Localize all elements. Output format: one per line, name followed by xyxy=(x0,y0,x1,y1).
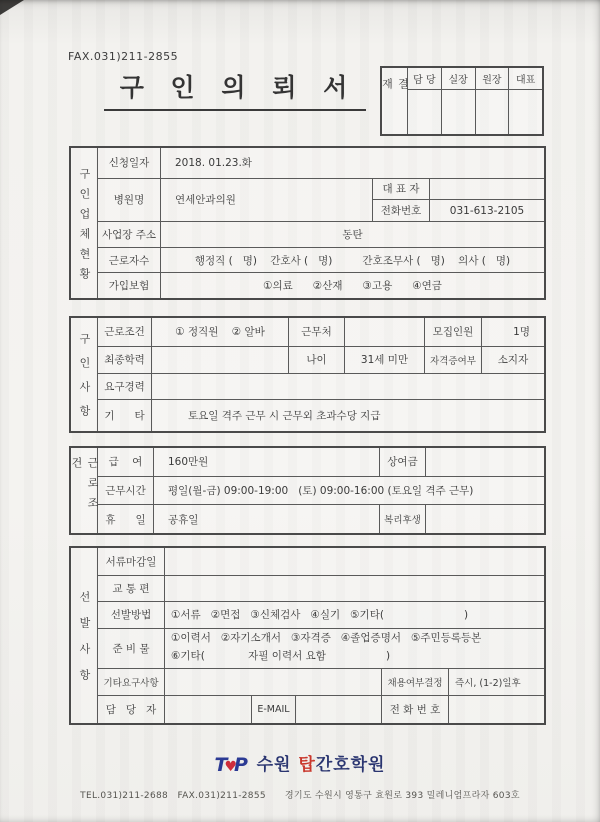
holiday-value: 공휴일 xyxy=(154,505,380,533)
hire-decision-label: 채용여부결정 xyxy=(382,669,449,696)
bonus-label: 상여금 xyxy=(380,448,426,476)
experience-label: 요구경력 xyxy=(98,374,152,399)
openings-value: 1명 xyxy=(513,326,530,339)
deadline-label: 서류마감일 xyxy=(98,548,165,575)
openings-label: 모집인원 xyxy=(425,318,482,346)
approval-col-wonjang: 원장 xyxy=(476,68,510,89)
approval-empty-cells xyxy=(408,90,542,134)
insurance-value: ①의료 ②산재 ③고용 ④연금 xyxy=(263,280,442,293)
salary-value: 160만원 xyxy=(154,448,380,476)
section-selection-info xyxy=(69,546,546,725)
materials-line1: ①이력서 ②자기소개서 ③자격증 ④졸업증명서 ⑤주민등록등본 xyxy=(171,632,482,645)
materials-label: 준 비 물 xyxy=(98,629,165,668)
selection-phone-value xyxy=(449,696,544,723)
deadline-value xyxy=(165,548,544,575)
worker-count-value: 행정직 ( 명) 간호사 ( 명) 간호조무사 ( 명) 의사 ( 명) xyxy=(194,254,511,267)
selection-method-label: 선발방법 xyxy=(98,602,165,628)
work-hours-label: 근무시간 xyxy=(98,477,154,505)
scan-corner-artifact xyxy=(0,0,24,15)
license-label: 자격증여부 xyxy=(425,347,482,374)
footer-contact-line: TEL.031)211-2688 FAX.031)211-2855 경기도 수원시 영통구 효원로 393 밀레니엄프라자 603호 xyxy=(80,791,520,801)
document-title-text: 구 인 의 뢰 서 xyxy=(104,68,367,111)
age-value: 31세 미만 xyxy=(345,347,425,374)
section-work-vertical-label: 근로조건 xyxy=(71,448,98,533)
section-company-vertical-label: 구인업체현황 xyxy=(71,148,98,298)
section-job-vertical-label: 구인사항 xyxy=(71,318,98,431)
workplace-label: 근무처 xyxy=(289,318,345,346)
academy-name: 수원 탑간호학원 xyxy=(256,755,386,775)
work-hours-value: 평일(월-금) 09:00-19:00 (토) 09:00-16:00 (토요일 격주 근무) xyxy=(168,485,474,497)
other-requirements-label: 기타요구사항 xyxy=(98,669,165,696)
approval-stamp-label: 결재 xyxy=(382,68,408,134)
license-value: 소지자 xyxy=(497,354,529,367)
academy-logo-icon: T♥P xyxy=(214,754,245,776)
address-label: 사업장 주소 xyxy=(98,222,161,247)
salary-label: 급 여 xyxy=(98,448,154,476)
transport-label: 교 통 편 xyxy=(98,576,165,602)
address-value: 동탄 xyxy=(342,228,363,241)
academy-name-highlight: 탑 xyxy=(298,755,316,775)
experience-value xyxy=(152,374,544,399)
bonus-value xyxy=(426,448,544,476)
job-etc-value: 토요일 격주 근무 시 근무외 초과수당 지급 xyxy=(188,409,381,422)
fax-number-header: FAX.031)211-2855 xyxy=(68,50,179,63)
approval-col-damdang: 담 당 xyxy=(408,68,442,89)
company-phone-label: 전화번호 xyxy=(373,200,430,221)
section-work-conditions xyxy=(69,446,546,535)
welfare-label: 복리후생 xyxy=(380,505,426,533)
approval-col-daepyo: 대표 xyxy=(515,75,536,86)
insurance-label: 가입보험 xyxy=(98,273,161,298)
hospital-name-label: 병원명 xyxy=(98,179,161,221)
selection-phone-label: 전 화 번 호 xyxy=(382,696,449,723)
workplace-value xyxy=(345,318,425,346)
holiday-label: 휴 일 xyxy=(98,505,154,533)
education-label: 최종학력 xyxy=(98,347,152,374)
materials-line2: ⑥기타( 자필 이력서 요함 ) xyxy=(171,650,391,663)
apply-date-label: 신청일자 xyxy=(98,148,161,178)
academy-brand xyxy=(0,750,600,776)
work-condition-value: ① 정직원 ② 알바 xyxy=(152,318,289,346)
hire-decision-value: 즉시, (1-2)일후 xyxy=(455,678,521,690)
heart-icon: ♥ xyxy=(224,759,235,775)
company-phone-value: 031-613-2105 xyxy=(449,204,525,217)
approval-col-siljang: 실장 xyxy=(442,68,476,89)
other-requirements-value xyxy=(165,669,382,696)
selection-method-value: ①서류 ②면접 ③신체검사 ④실기 ⑤기타( ) xyxy=(171,609,469,622)
section-selection-vertical-label: 선발사항 xyxy=(71,548,98,723)
work-condition-label: 근로조건 xyxy=(98,318,152,346)
email-label: E-MAIL xyxy=(252,696,296,723)
age-label: 나이 xyxy=(289,347,345,374)
ceo-label: 대 표 자 xyxy=(373,179,430,200)
ceo-value xyxy=(430,179,544,200)
section-company-info xyxy=(69,146,546,300)
welfare-value xyxy=(426,505,544,533)
hospital-name-value: 연세안과의원 xyxy=(161,179,373,221)
education-value xyxy=(152,347,289,374)
job-etc-label: 기 타 xyxy=(98,400,152,431)
worker-count-label: 근로자수 xyxy=(98,248,161,273)
transport-value xyxy=(165,576,544,602)
section-job-request xyxy=(69,316,546,433)
manager-label: 담 당 자 xyxy=(98,696,165,723)
approval-box xyxy=(380,66,544,136)
email-value xyxy=(296,696,382,723)
manager-value xyxy=(165,696,252,723)
apply-date-value: 2018. 01.23.화 xyxy=(175,157,252,170)
